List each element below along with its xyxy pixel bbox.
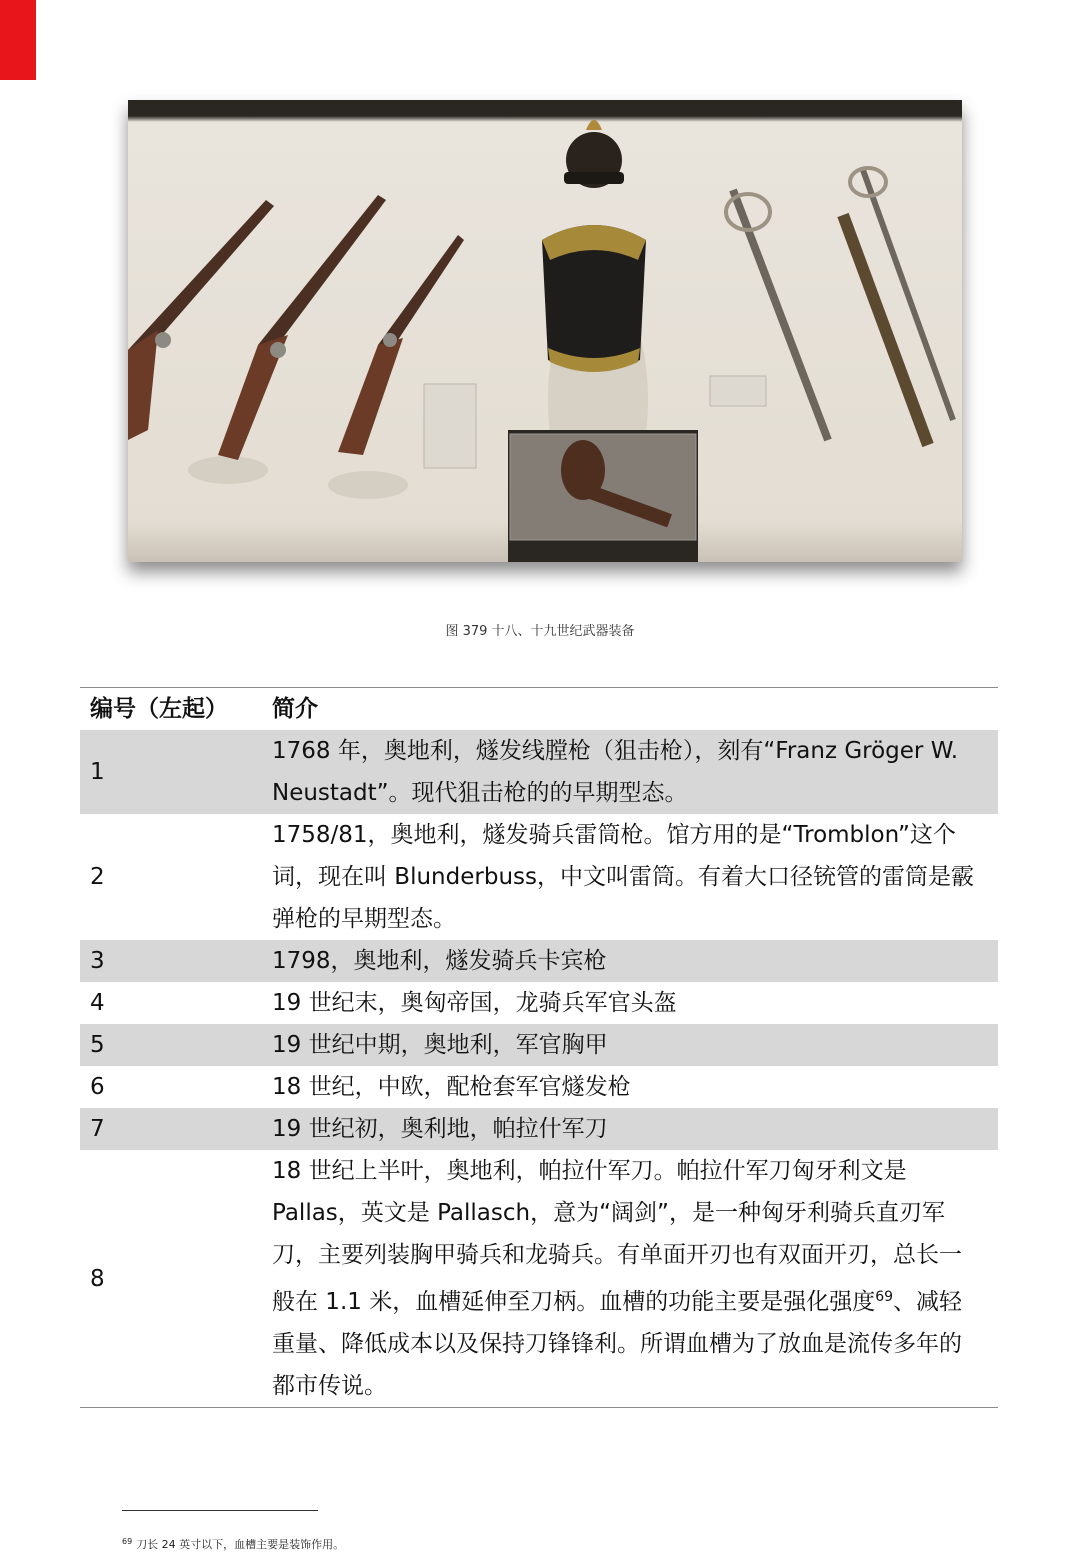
row-number: 8 xyxy=(90,1265,105,1292)
photo-illustration xyxy=(128,100,962,562)
row-number: 2 xyxy=(90,864,105,890)
footnote-text: 刀长 24 英寸以下，血槽主要是装饰作用。 xyxy=(136,1538,345,1551)
row-number: 4 xyxy=(90,990,105,1016)
table-row xyxy=(80,1108,998,1150)
table-row xyxy=(80,940,998,982)
table-row xyxy=(80,1066,998,1108)
header-number: 编号（左起） xyxy=(90,696,228,722)
helmet xyxy=(564,120,624,188)
row-description-part-2: 、减轻重量、降低成本以及保持刀锋锋利。所谓血槽为了放血是流传多年的都市传说。 xyxy=(272,1289,963,1399)
row-description: 19 世纪末，奥匈帝国，龙骑兵军官头盔 xyxy=(272,990,677,1016)
row-description: 1768 年，奥地利，燧发线膛枪（狙击枪），刻有“Franz Gröger W. Neustadt”。现代狙击枪的的早期型态。 xyxy=(272,738,959,806)
table-row xyxy=(80,730,998,814)
row-number: 5 xyxy=(90,1032,105,1058)
sword-2 xyxy=(843,168,953,445)
row-description: 19 世纪中期，奥地利，军官胸甲 xyxy=(272,1032,608,1058)
table-row xyxy=(80,982,998,1024)
row-description xyxy=(272,1150,998,1407)
red-corner-tab xyxy=(0,0,36,80)
row-description: 18 世纪，中欧，配枪套军官燧发枪 xyxy=(272,1074,631,1100)
row-number: 3 xyxy=(90,948,105,974)
row-description: 1758/81，奥地利，燧发骑兵雷筒枪。馆方用的是“Tromblon”这个词，现在叫 Blunderbuss，中文叫雷筒。有着大口径铳管的雷筒是霰弹枪的早期型态。 xyxy=(272,822,974,932)
footnote-number: 69 xyxy=(122,1537,133,1546)
row-number: 7 xyxy=(90,1116,105,1142)
figure-caption: 图 379 十八、十九世纪武器装备 xyxy=(445,624,635,639)
row-description: 1798，奥地利，燧发骑兵卡宾枪 xyxy=(272,948,607,974)
table-row xyxy=(80,1150,998,1407)
table-row xyxy=(80,814,998,940)
footnote-divider xyxy=(122,1510,318,1511)
row-description-part-1: 18 世纪上半叶，奥地利，帕拉什军刀。帕拉什军刀匈牙利文是 Pallas，英文是 Pallasch，意为“阔剑”，是一种匈牙利骑兵直刃军刀，主要列装胸甲骑兵和龙骑兵。有单面开刃也有双面开刃，总长一般在 1.1 米，血槽延伸至刀柄。血槽的功能主要是强化强度 xyxy=(272,1158,962,1315)
table-row xyxy=(80,1024,998,1066)
display-case xyxy=(508,430,698,562)
row-number: 6 xyxy=(90,1074,105,1100)
row-number: 1 xyxy=(90,759,105,785)
footnote xyxy=(122,1536,344,1552)
row-description: 19 世纪初，奥利地，帕拉什军刀 xyxy=(272,1116,608,1142)
header-description: 简介 xyxy=(272,696,318,722)
cuirass xyxy=(542,225,646,372)
table-header xyxy=(80,688,998,730)
footnote-reference: 69 xyxy=(875,1289,894,1305)
weapons-table xyxy=(80,687,998,1408)
museum-weapons-photo xyxy=(128,100,962,562)
